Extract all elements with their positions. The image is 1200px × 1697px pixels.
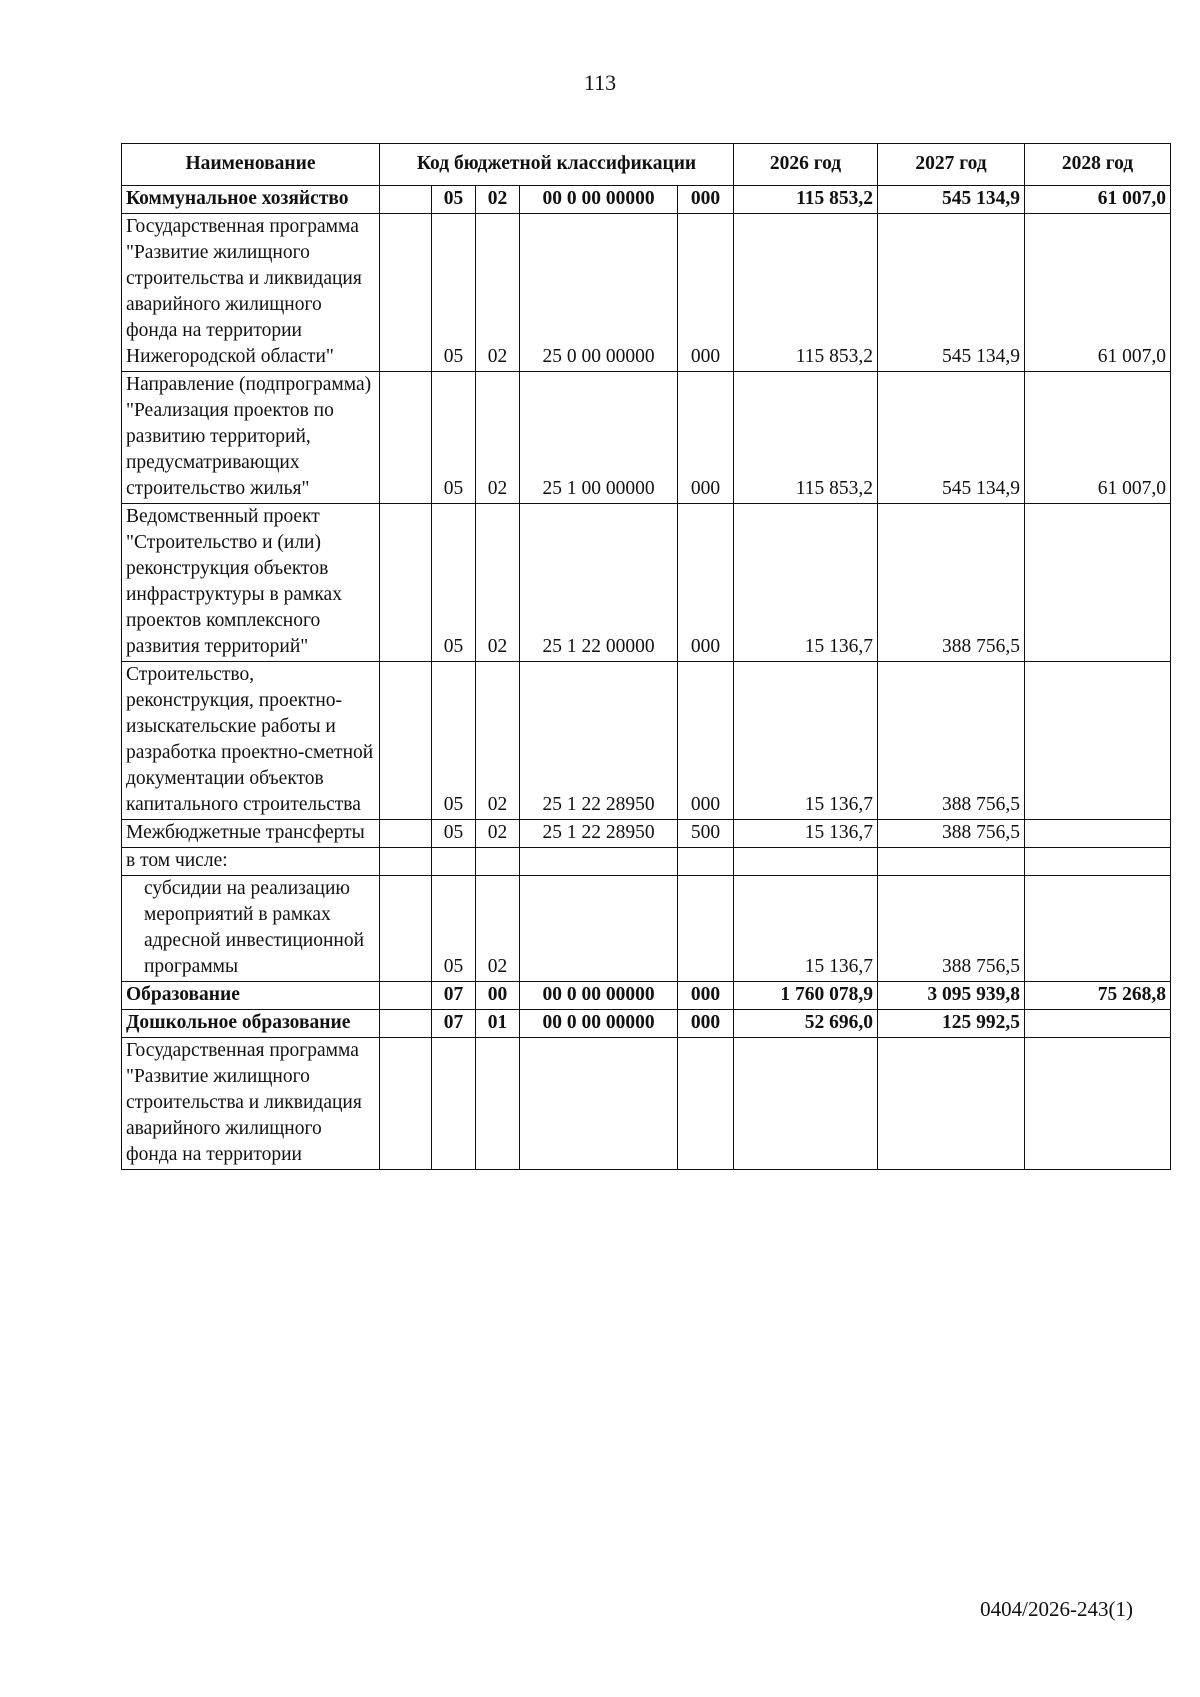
cell-2028 (1025, 1038, 1171, 1170)
header-code: Код бюджетной классификации (380, 144, 734, 186)
cell-2027: 545 134,9 (878, 214, 1025, 372)
cell-target-article: 25 1 22 28950 (520, 820, 678, 848)
cell-name: Ведомственный проект "Строительство и (или) реконструкция объектов инфраструктуры в рамках проектов комплексного развития территорий" (122, 504, 380, 662)
cell-2026 (734, 1038, 878, 1170)
table-row (122, 820, 1171, 848)
cell-2027: 388 756,5 (878, 504, 1025, 662)
cell-subsection: 00 (476, 982, 520, 1010)
header-2027: 2027 год (878, 144, 1025, 186)
cell-name: Дошкольное образование (122, 1010, 380, 1038)
cell-2028 (1025, 876, 1171, 982)
cell-code-group (380, 662, 432, 820)
cell-2028 (1025, 848, 1171, 876)
cell-subsection: 02 (476, 214, 520, 372)
cell-code-group (380, 876, 432, 982)
cell-2027: 125 992,5 (878, 1010, 1025, 1038)
cell-code-group (380, 982, 432, 1010)
table-header (122, 144, 1171, 186)
cell-section: 07 (432, 982, 476, 1010)
cell-2028: 61 007,0 (1025, 214, 1171, 372)
cell-section: 05 (432, 820, 476, 848)
cell-2027 (878, 848, 1025, 876)
cell-expense-type (678, 848, 734, 876)
cell-2026: 1 760 078,9 (734, 982, 878, 1010)
cell-subsection: 02 (476, 186, 520, 214)
cell-2026 (734, 848, 878, 876)
cell-target-article: 25 1 00 00000 (520, 372, 678, 504)
cell-2026: 115 853,2 (734, 186, 878, 214)
cell-2027: 388 756,5 (878, 662, 1025, 820)
cell-expense-type: 000 (678, 662, 734, 820)
cell-subsection: 02 (476, 372, 520, 504)
cell-name: Межбюджетные трансферты (122, 820, 380, 848)
cell-code-group (380, 186, 432, 214)
cell-2028 (1025, 820, 1171, 848)
header-2026: 2026 год (734, 144, 878, 186)
table-row (122, 982, 1171, 1010)
table-row (122, 848, 1171, 876)
cell-expense-type (678, 1038, 734, 1170)
cell-2027: 3 095 939,8 (878, 982, 1025, 1010)
cell-2027: 388 756,5 (878, 820, 1025, 848)
cell-section: 05 (432, 214, 476, 372)
cell-subsection: 02 (476, 820, 520, 848)
cell-subsection: 01 (476, 1010, 520, 1038)
cell-code-group (380, 214, 432, 372)
cell-subsection: 02 (476, 662, 520, 820)
cell-2026: 15 136,7 (734, 662, 878, 820)
cell-code-group (380, 372, 432, 504)
cell-code-group (380, 1038, 432, 1170)
cell-code-group (380, 1010, 432, 1038)
cell-2026: 15 136,7 (734, 820, 878, 848)
cell-2028 (1025, 662, 1171, 820)
table-row (122, 1038, 1171, 1170)
cell-subsection (476, 848, 520, 876)
cell-2026: 115 853,2 (734, 372, 878, 504)
cell-code-group (380, 848, 432, 876)
cell-2027: 388 756,5 (878, 876, 1025, 982)
cell-section (432, 1038, 476, 1170)
cell-target-article: 00 0 00 00000 (520, 186, 678, 214)
table-row (122, 1010, 1171, 1038)
cell-2027: 545 134,9 (878, 186, 1025, 214)
header-2028: 2028 год (1025, 144, 1171, 186)
cell-expense-type: 000 (678, 372, 734, 504)
cell-code-group (380, 820, 432, 848)
cell-subsection: 02 (476, 504, 520, 662)
cell-expense-type (678, 876, 734, 982)
cell-section (432, 848, 476, 876)
document-number: 0404/2026-243(1) (980, 1597, 1133, 1621)
cell-target-article (520, 1038, 678, 1170)
page-number: 113 (583, 70, 617, 95)
cell-expense-type: 000 (678, 214, 734, 372)
table-row (122, 372, 1171, 504)
cell-name: Направление (подпрограмма) "Реализация проектов по развитию территорий, предусматривающих строительство жилья" (122, 372, 380, 504)
cell-name: Строительство, реконструкция, проектно-изыскательские работы и разработка проектно-сметной документации объектов капитального строительства (122, 662, 380, 820)
cell-subsection (476, 1038, 520, 1170)
cell-code-group (380, 504, 432, 662)
cell-section: 05 (432, 186, 476, 214)
table-row (122, 214, 1171, 372)
table-body (122, 186, 1171, 1170)
table-row (122, 504, 1171, 662)
table-row (122, 662, 1171, 820)
cell-name: в том числе: (122, 848, 380, 876)
header-row (122, 144, 1171, 186)
cell-expense-type: 000 (678, 982, 734, 1010)
cell-subsection: 02 (476, 876, 520, 982)
cell-target-article (520, 848, 678, 876)
cell-expense-type: 000 (678, 504, 734, 662)
cell-name: Государственная программа "Развитие жилищного строительства и ликвидация аварийного жилищного фонда на территории (122, 1038, 380, 1170)
cell-section: 05 (432, 662, 476, 820)
cell-2026: 15 136,7 (734, 876, 878, 982)
cell-2026: 115 853,2 (734, 214, 878, 372)
cell-expense-type: 000 (678, 186, 734, 214)
cell-section: 05 (432, 876, 476, 982)
cell-2028 (1025, 504, 1171, 662)
cell-2026: 15 136,7 (734, 504, 878, 662)
cell-target-article: 25 1 22 28950 (520, 662, 678, 820)
cell-target-article: 00 0 00 00000 (520, 982, 678, 1010)
budget-table (121, 143, 1171, 1170)
cell-target-article (520, 876, 678, 982)
cell-target-article: 00 0 00 00000 (520, 1010, 678, 1038)
cell-expense-type: 000 (678, 1010, 734, 1038)
cell-name: Образование (122, 982, 380, 1010)
cell-name: Коммунальное хозяйство (122, 186, 380, 214)
cell-name: Государственная программа "Развитие жилищного строительства и ликвидация аварийного жилищного фонда на территории Нижегородской области" (122, 214, 380, 372)
cell-2027 (878, 1038, 1025, 1170)
cell-target-article: 25 1 22 00000 (520, 504, 678, 662)
cell-section: 05 (432, 372, 476, 504)
cell-2026: 52 696,0 (734, 1010, 878, 1038)
header-name: Наименование (122, 144, 380, 186)
cell-section: 07 (432, 1010, 476, 1038)
cell-2028: 61 007,0 (1025, 186, 1171, 214)
table-row (122, 876, 1171, 982)
table-row (122, 186, 1171, 214)
cell-name: субсидии на реализацию мероприятий в рамках адресной инвестиционной программы (122, 876, 380, 982)
cell-section: 05 (432, 504, 476, 662)
cell-2028: 75 268,8 (1025, 982, 1171, 1010)
cell-2028 (1025, 1010, 1171, 1038)
cell-expense-type: 500 (678, 820, 734, 848)
cell-2027: 545 134,9 (878, 372, 1025, 504)
cell-2028: 61 007,0 (1025, 372, 1171, 504)
cell-target-article: 25 0 00 00000 (520, 214, 678, 372)
